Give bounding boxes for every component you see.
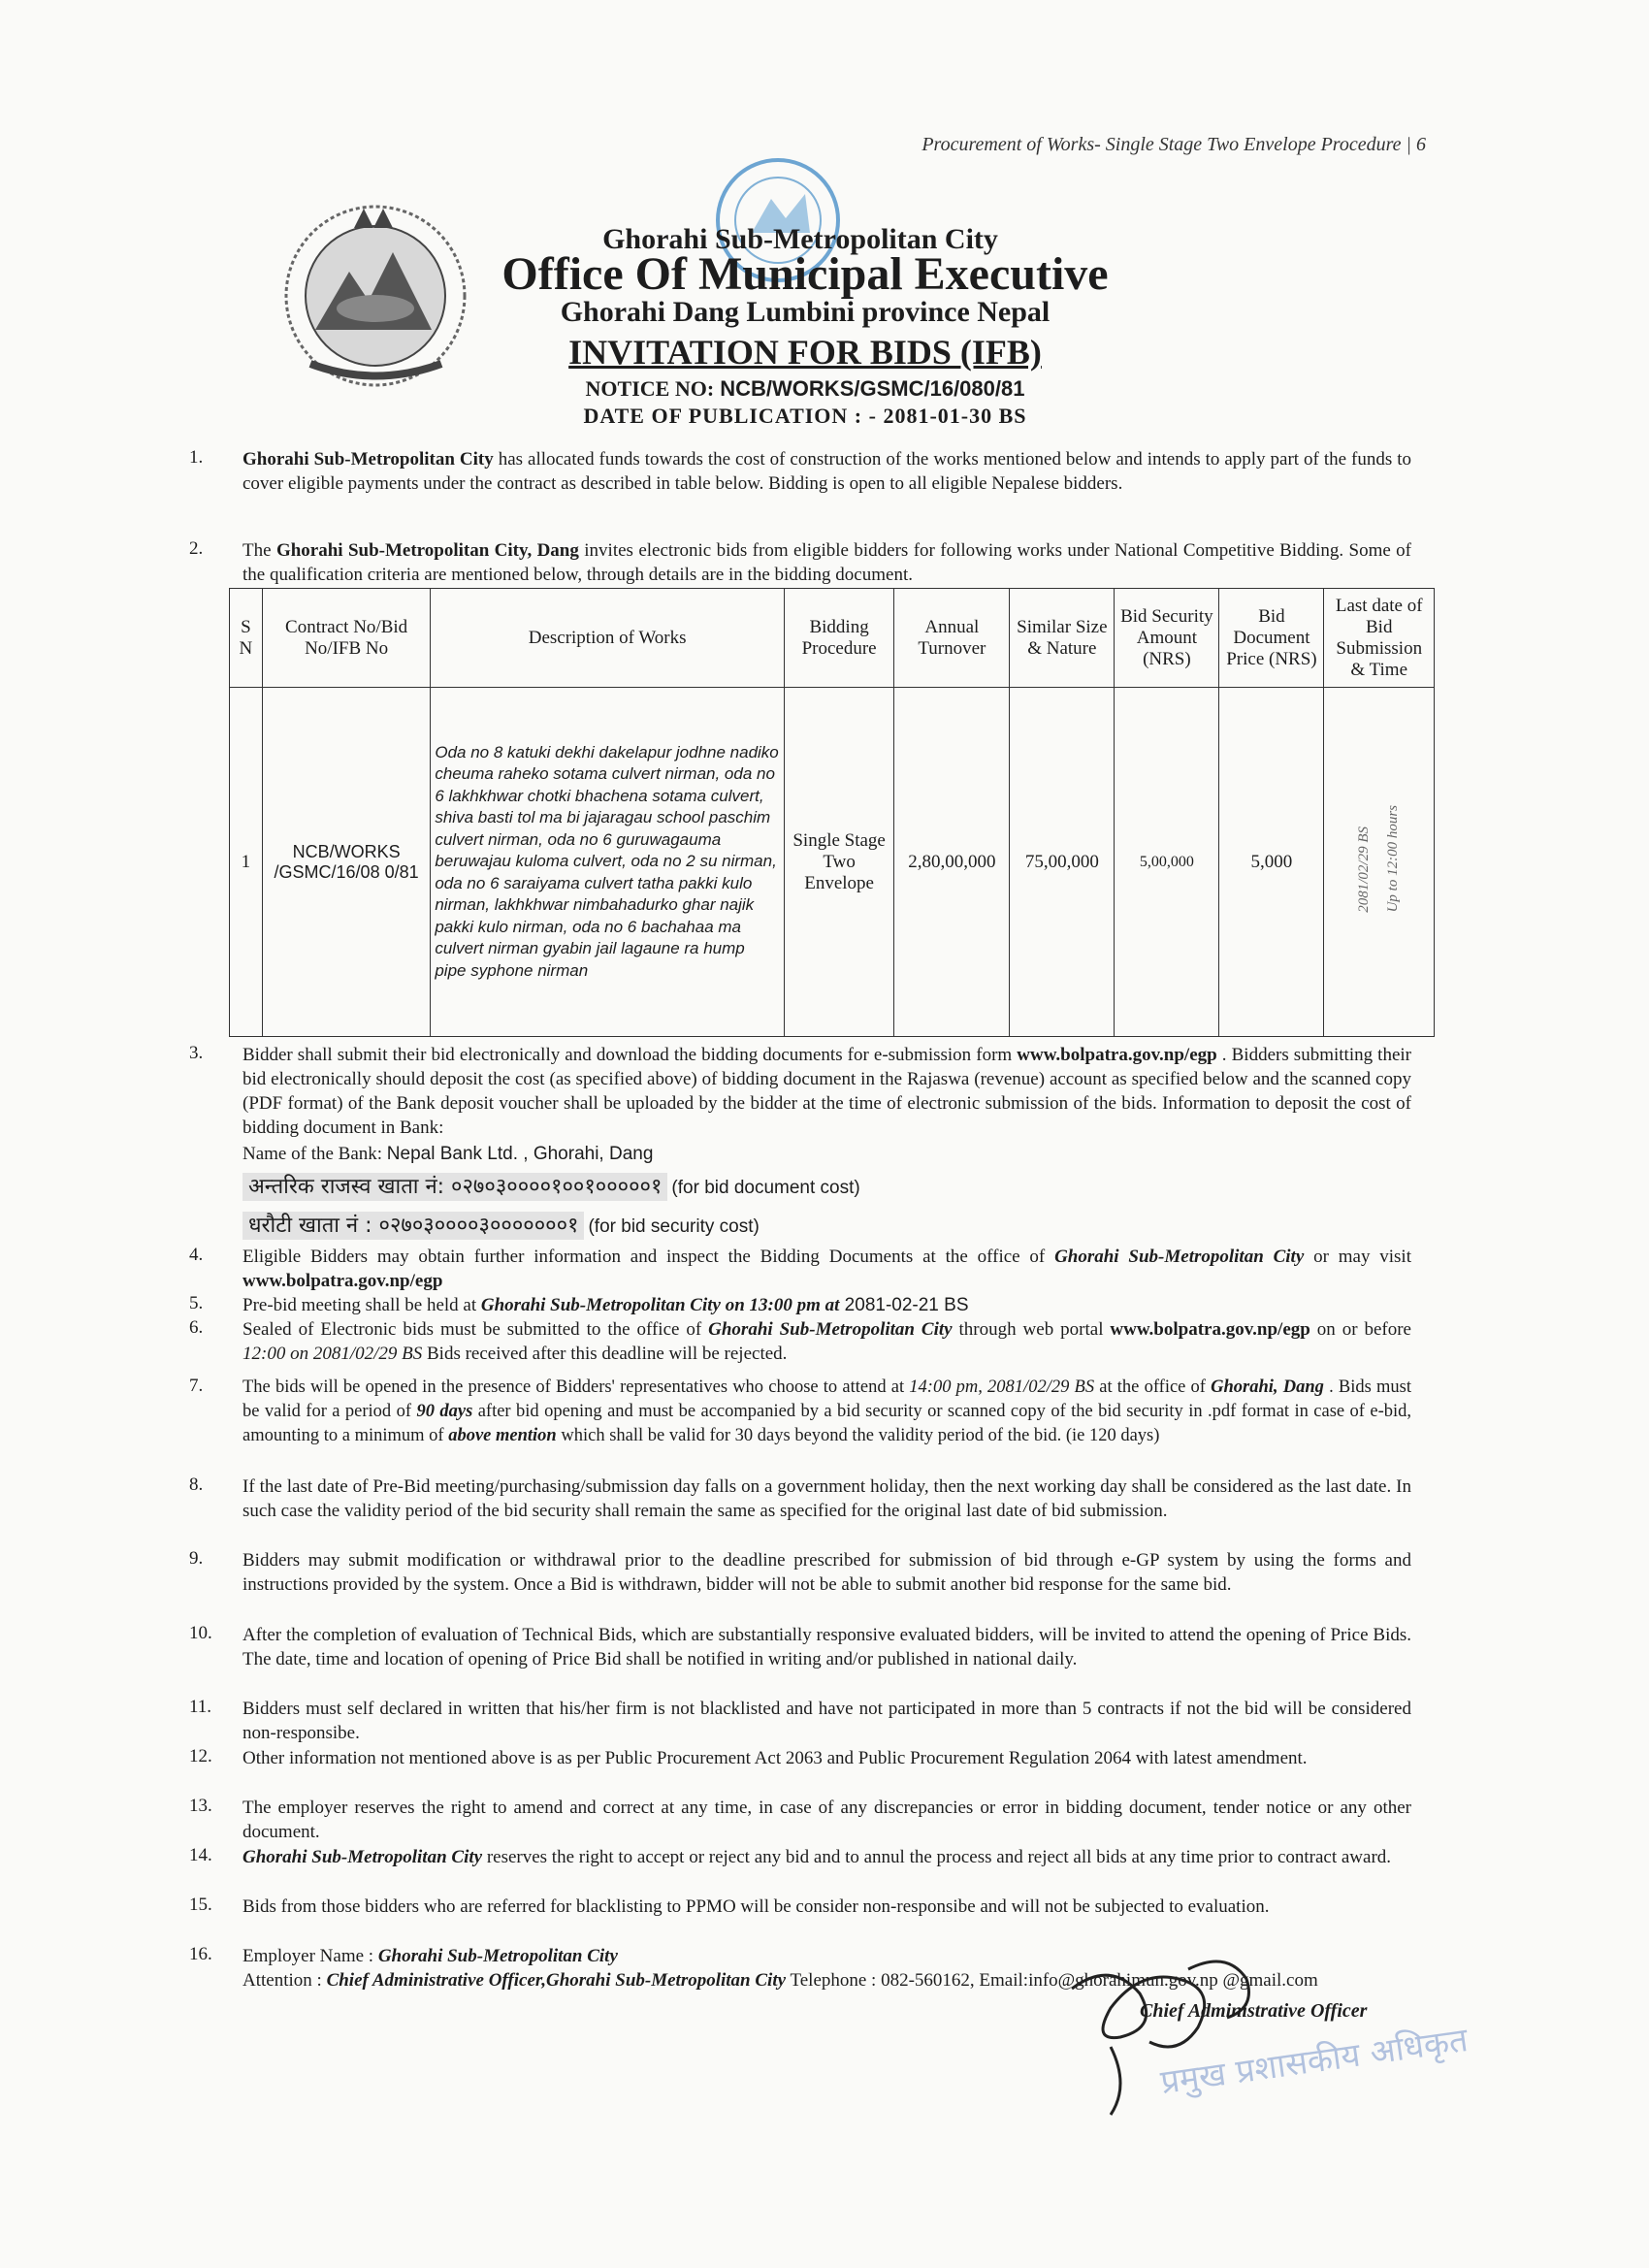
cell-similar: 75,00,000 <box>1010 688 1115 1037</box>
para-pre: The <box>242 540 276 561</box>
notice-number <box>543 376 1067 402</box>
employer-name: Ghorahi Sub-Metropolitan City <box>377 1946 618 1966</box>
para-text: Pre-bid meeting shall be held at <box>242 1295 481 1315</box>
bid-table <box>229 588 1435 1037</box>
para-number: 14. <box>189 1845 212 1865</box>
header-turnover: Annual Turnover <box>894 589 1010 688</box>
security-account: धरौटी खाता नं : ०२७०३००००३०००००००१ <box>242 1212 584 1240</box>
header-similar: Similar Size & Nature <box>1010 589 1115 688</box>
para-lead: Ghorahi Sub-Metropolitan City <box>242 1847 483 1867</box>
para-number: 12. <box>189 1746 212 1766</box>
security-account-note: (for bid security cost) <box>588 1216 760 1237</box>
attention-name: Chief Administrative Officer,Ghorahi Sub-Metropolitan City <box>326 1970 787 1991</box>
paragraph-9: Bidders may submit modification or withdrawal prior to the deadline prescribed for submission of bid through e-GP system by using the forms and instructions provided by the system. Once a Bid is withdrawn, bidder will not be able to submit another bid response for the same bid. <box>242 1550 1411 1595</box>
header-sn: S N <box>230 589 263 688</box>
running-head: Procurement of Works- Single Stage Two Envelope Procedure | 6 <box>922 134 1426 155</box>
paragraph-14 <box>242 1845 1411 1869</box>
para-text: reserves the right to accept or reject any bid and to annul the process and reject all bids at any time prior to contract award. <box>482 1847 1392 1867</box>
city-name: Ghorahi Sub-Metropolitan City <box>602 223 998 255</box>
paragraph-6 <box>242 1317 1411 1366</box>
para-lead: Ghorahi Sub-Metropolitan City <box>1054 1247 1305 1267</box>
para-text: Bids received after this deadline will be rejected. <box>422 1344 788 1364</box>
revenue-account: अन्तरिक राजस्व खाता नं: ०२७०३००००१००१०००००१ <box>242 1173 667 1201</box>
url-link[interactable]: www.bolpatra.gov.np/egp <box>1110 1319 1310 1340</box>
office-title: Office Of Municipal Executive <box>501 248 1109 300</box>
header-contract: Contract No/Bid No/IFB No <box>262 589 431 688</box>
para-text: or may visit <box>1304 1247 1411 1267</box>
header-procedure: Bidding Procedure <box>784 589 894 688</box>
para-number: 7. <box>189 1376 204 1396</box>
table-row <box>230 688 1435 1037</box>
para-text: has allocated funds towards the cost of construction of the works mentioned below and intends to apply part of the funds to cover eligible payments under the contract as described in table below. Bidding is open to all eligible Nepalese bidders. <box>242 449 1411 494</box>
paragraph-4 <box>242 1245 1411 1293</box>
signature-role: Chief Administrative Officer <box>1140 2000 1368 2022</box>
office-address: Ghorahi Dang Lumbini province Nepal <box>560 296 1051 328</box>
bank-name: Nepal Bank Ltd. , Ghorahi, Dang <box>386 1144 654 1164</box>
official-stamp: प्रमुख प्रशासकीय अधिकृत <box>1158 2020 1471 2102</box>
para-text: . Bidders submitting their bid electronically should deposit the cost (as specified above) of bidding document in the Rajaswa (revenue) account as specified below and the scanned copy (PDF format) of the Bank deposit voucher shall be uploaded by the bidder at the time of electronic submission of the bids. Information to deposit the cost of bidding document in Bank: <box>242 1045 1411 1138</box>
publication-date: DATE OF PUBLICATION : - 2081-01-30 BS <box>583 404 1027 428</box>
paragraph-10: After the completion of evaluation of Technical Bids, which are substantially responsive evaluated bidders, will be invited to attend the opening of Price Bids. The date, time and location of opening of Price Bid shall be notified in writing and/or published in national daily. <box>242 1625 1411 1669</box>
revenue-account-note: (for bid document cost) <box>671 1178 860 1198</box>
paragraph-3 <box>242 1043 1411 1140</box>
paragraph-8: If the last date of Pre-Bid meeting/purchasing/submission day falls on a government holiday, then the next working day shall be considered as the last date. In such case the validity period of the bid security shall remain the same as specified for the original last date of bid submission. <box>242 1476 1411 1521</box>
url-link[interactable]: www.bolpatra.gov.np/egp <box>242 1271 443 1291</box>
cell-procedure: Single Stage Two Envelope <box>784 688 894 1037</box>
url-link[interactable]: www.bolpatra.gov.np/egp <box>1017 1045 1217 1065</box>
para-number: 4. <box>189 1245 204 1265</box>
para-number: 9. <box>189 1548 204 1569</box>
para-text: Sealed of Electronic bids must be submitted to the office of <box>242 1319 709 1340</box>
para-number: 6. <box>189 1317 204 1338</box>
last-time-value: Up to 12:00 hours <box>1385 805 1402 913</box>
bank-label: Name of the Bank: <box>242 1144 387 1164</box>
para-lead: Ghorahi Sub-Metropolitan City <box>708 1319 953 1340</box>
employer-label: Employer Name : <box>242 1946 378 1966</box>
document-title: INVITATION FOR BIDS (IFB) <box>568 333 1042 372</box>
paragraph-15: Bids from those bidders who are referred for blacklisting to PPMO will be consider non-responsibe and will not be subjected to evaluation. <box>242 1896 1270 1917</box>
para-place: Ghorahi, Dang <box>1211 1377 1324 1397</box>
para-text: . Bids must be valid for a period of <box>242 1377 1411 1421</box>
security-account-line <box>242 1210 760 1239</box>
cell-security: 5,00,000 <box>1115 688 1219 1037</box>
para-text: at the office of <box>1094 1377 1212 1397</box>
paragraph-12: Other information not mentioned above is as per Public Procurement Act 2063 and Public Procurement Regulation 2064 with latest amendment. <box>242 1748 1308 1768</box>
header-description: Description of Works <box>431 589 785 688</box>
para-min: above mention <box>448 1426 557 1445</box>
table-header-row <box>230 589 1435 688</box>
paragraph-7 <box>242 1376 1411 1448</box>
para-number: 3. <box>189 1043 204 1063</box>
para-number: 13. <box>189 1796 212 1816</box>
paragraph-2 <box>242 538 1411 587</box>
contact-info: Telephone : 082-560162, Email:info@ghorahimun.gov.np @gmail.com <box>786 1970 1318 1991</box>
para-text: which shall be valid for 30 days beyond the validity period of the bid. (ie 120 days) <box>556 1426 1160 1445</box>
cell-sn: 1 <box>230 688 263 1037</box>
attention-label: Attention : <box>242 1970 327 1991</box>
para-text: Eligible Bidders may obtain further information and inspect the Bidding Documents at the office of <box>242 1247 1055 1267</box>
para-date: 2081-02-21 BS <box>839 1295 969 1315</box>
cell-contract: NCB/WORKS /GSMC/16/08 0/81 <box>262 688 431 1037</box>
notice-label: NOTICE NO: <box>585 376 715 401</box>
paragraph-11: Bidders must self declared in written that his/her firm is not blacklisted and have not participated in more than 5 contracts if not the bid will be considered non-responsibe. <box>242 1699 1411 1743</box>
paragraph-1 <box>242 447 1411 496</box>
bank-line <box>242 1142 1411 1166</box>
para-number: 15. <box>189 1895 212 1915</box>
para-text: on or before <box>1310 1319 1411 1340</box>
para-number: 2. <box>189 538 204 559</box>
para-text: after bid opening and must be accompanied by a bid security or scanned copy of the bid security in .pdf format in case of e-bid, amounting to a minimum of <box>242 1402 1411 1445</box>
para-number: 16. <box>189 1944 212 1964</box>
cell-doc-price: 5,000 <box>1219 688 1324 1037</box>
last-date-value: 2081/02/29 BS <box>1356 826 1373 913</box>
header-last-date: Last date of Bid Submission & Time <box>1324 589 1435 688</box>
para-lead: Ghorahi Sub-Metropolitan City on 13:00 pm at <box>480 1295 840 1315</box>
header-doc-price: Bid Document Price (NRS) <box>1219 589 1324 688</box>
cell-description: Oda no 8 katuki dekhi dakelapur jodhne nadiko cheuma raheko sotama culvert nirman, oda no 6 lakhkhwar chotki bhachena sotama culvert, shiva basti tol ma bi jajaragau school paschim culvert nirman, oda no 6 guruwagauma beruwajau kuloma culvert, oda no 2 su nirman, oda no 6 saraiyama culvert tatha pakki kulo nirman, lakhkhwar nimbahadurko ghar najik pakki kulo nirman, oda no 6 bachahaa ma culvert nirman gyabin jail lagaune ra hump pipe syphone nirman <box>431 688 785 1037</box>
para-number: 8. <box>189 1474 204 1495</box>
header-security: Bid Security Amount (NRS) <box>1115 589 1219 688</box>
para-deadline: 12:00 on 2081/02/29 BS <box>242 1344 423 1364</box>
para-number: 1. <box>189 447 204 468</box>
para-lead: Ghorahi Sub-Metropolitan City, Dang <box>275 540 579 561</box>
para-number: 5. <box>189 1293 204 1313</box>
para-lead: Ghorahi Sub-Metropolitan City <box>242 449 494 470</box>
notice-value: NCB/WORKS/GSMC/16/080/81 <box>720 376 1025 401</box>
para-text: The bids will be opened in the presence of Bidders' representatives who choose to attend at <box>242 1377 910 1397</box>
para-time: 14:00 pm, 2081/02/29 BS <box>909 1377 1095 1397</box>
para-text: Bidder shall submit their bid electronically and download the bidding documents for e-submission form <box>242 1045 1018 1065</box>
cell-turnover: 2,80,00,000 <box>894 688 1010 1037</box>
nepal-emblem-icon <box>272 194 480 388</box>
revenue-account-line <box>242 1171 860 1200</box>
cell-last-date <box>1324 688 1435 1037</box>
para-days: 90 days <box>416 1402 473 1421</box>
para-text: through web portal <box>952 1319 1111 1340</box>
para-text: invites electronic bids from eligible bidders for following works under National Competitive Bidding. Some of the qualification criteria are mentioned below, through details are in the bidding document. <box>242 540 1412 585</box>
para-number: 11. <box>189 1697 212 1717</box>
paragraph-13: The employer reserves the right to amend and correct at any time, in case of any discrepancies or error in bidding document, tender notice or any other document. <box>242 1798 1411 1842</box>
paragraph-5 <box>242 1293 1411 1317</box>
para-number: 10. <box>189 1623 212 1643</box>
